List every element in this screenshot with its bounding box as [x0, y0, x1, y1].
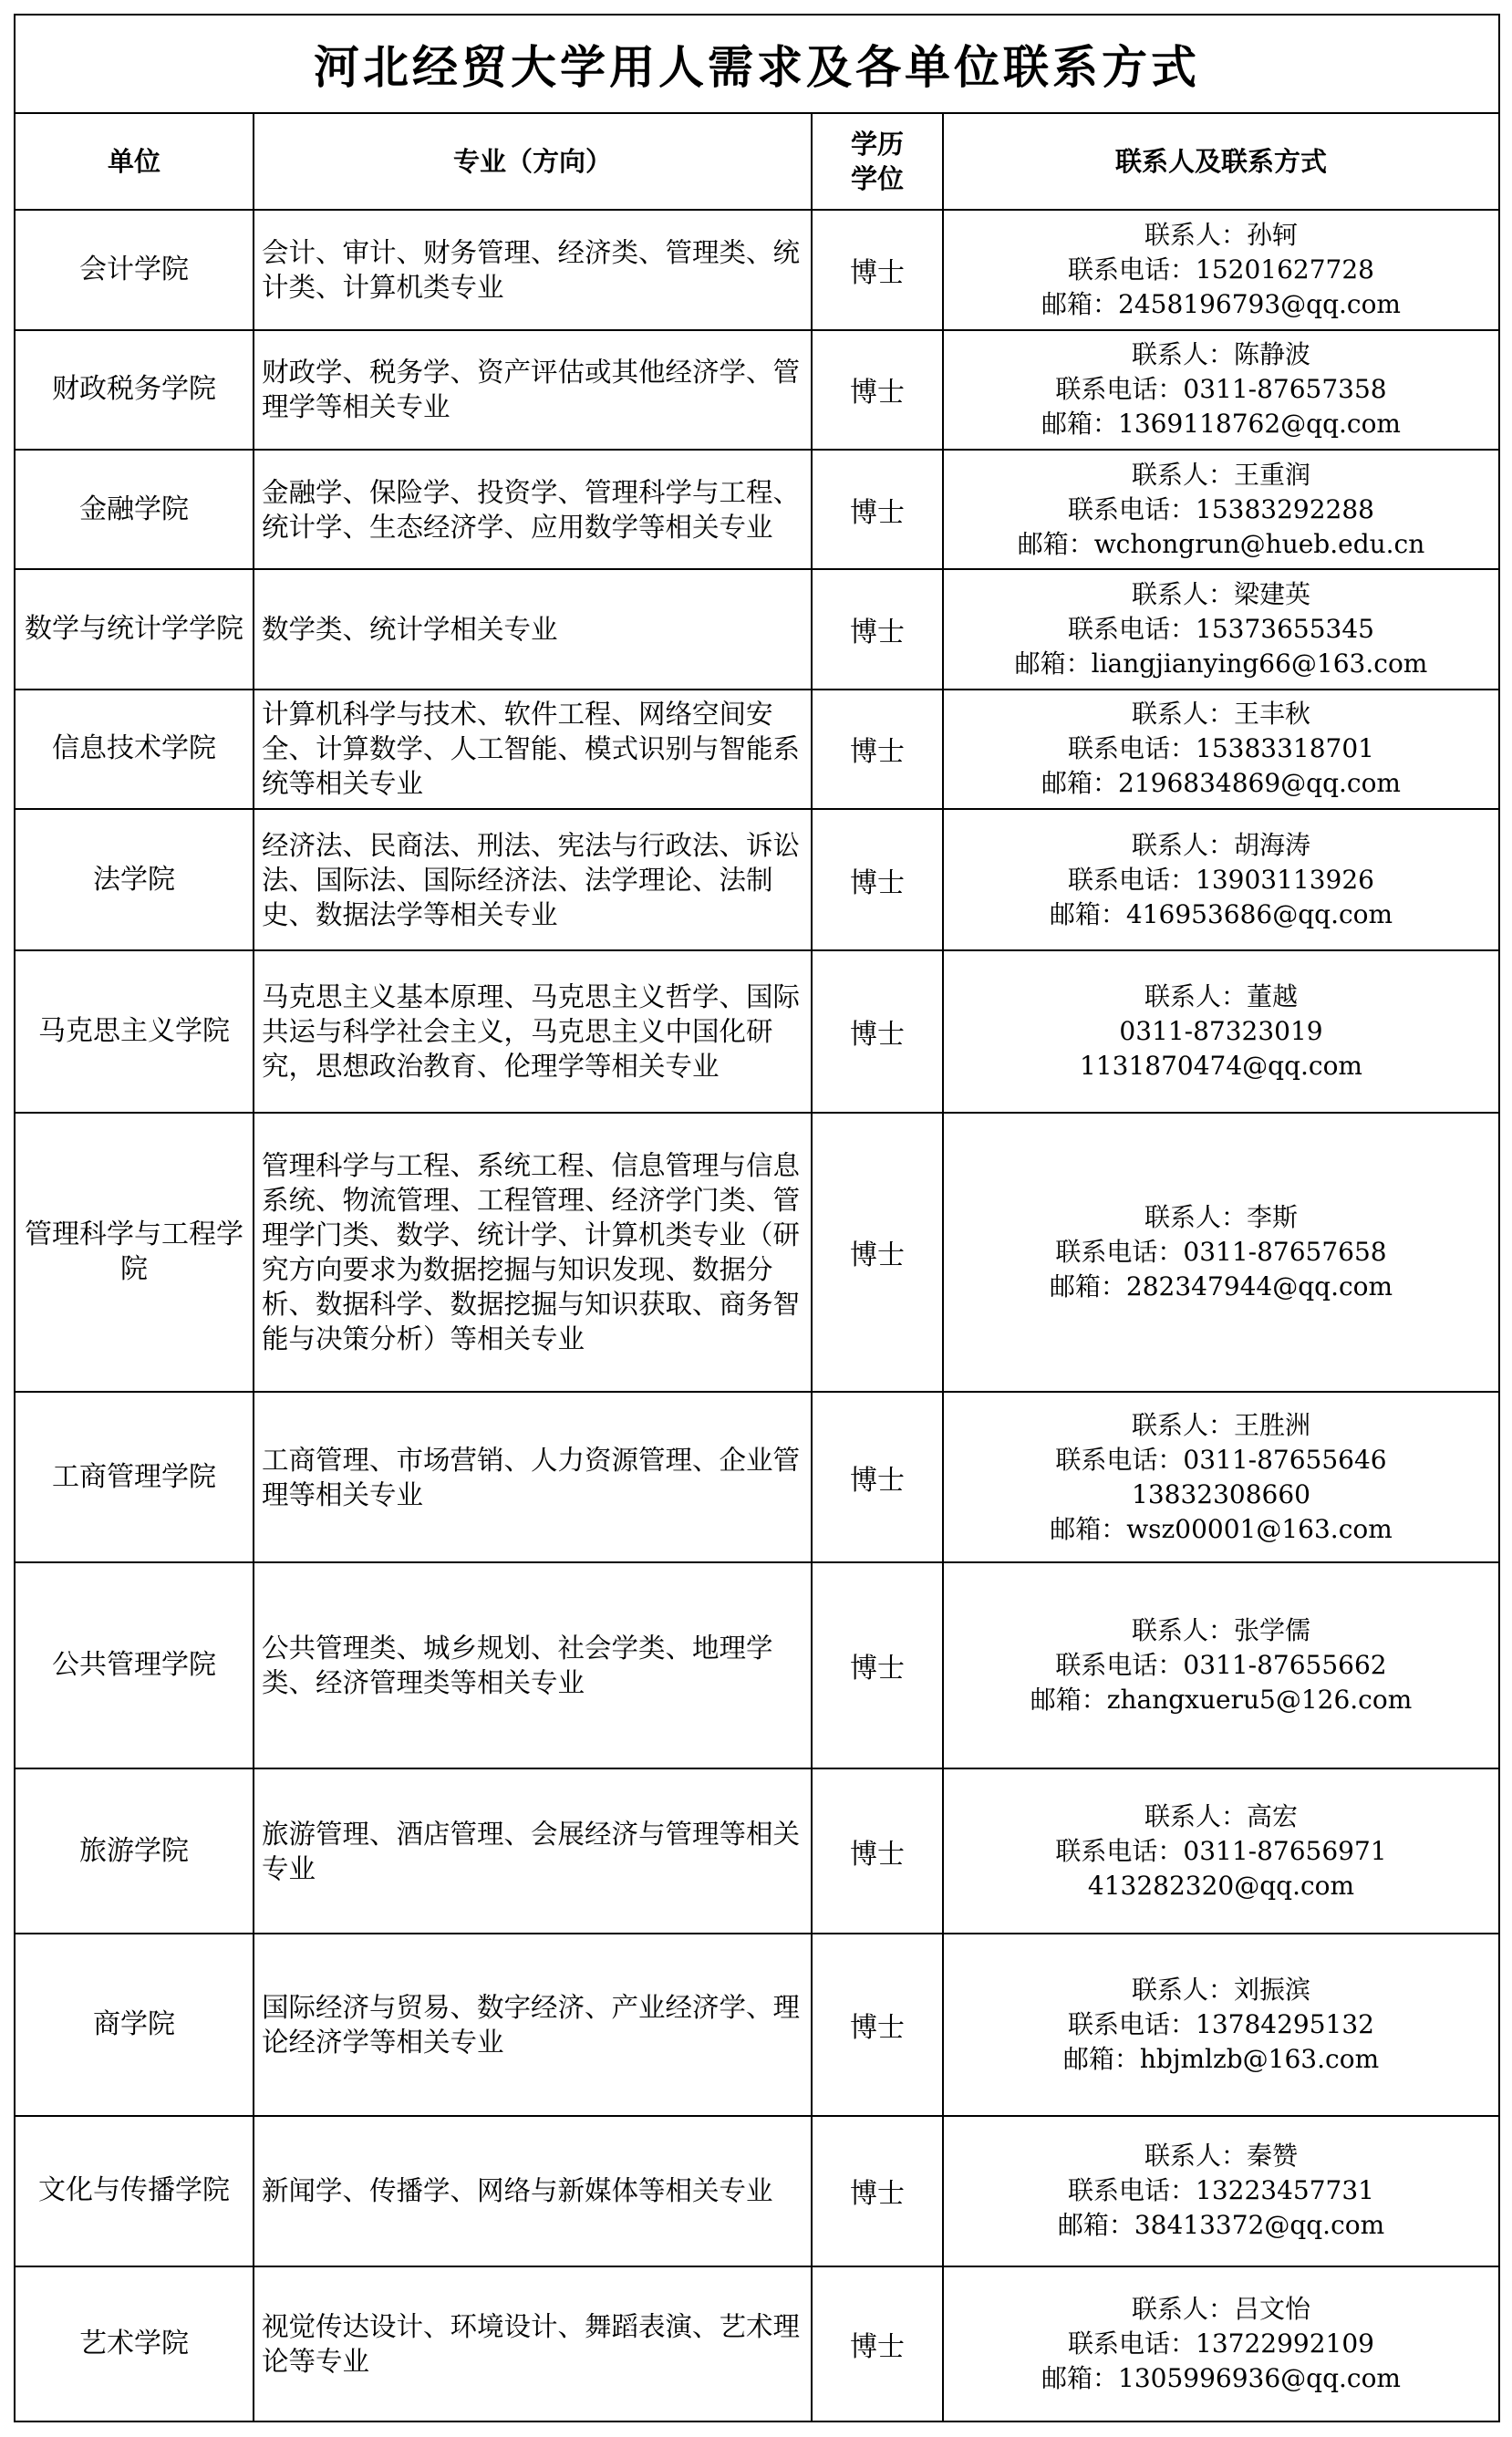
page-title: 河北经贸大学用人需求及各单位联系方式: [15, 15, 1499, 113]
table-row: [15, 1934, 1499, 2116]
contact-line: 联系人：陈静波: [1131, 339, 1310, 370]
contact-line: 0311-87323019: [1119, 1015, 1323, 1046]
degree-cell: 博士: [812, 1768, 943, 1933]
contact-line: 邮箱：282347944@qq.com: [1049, 1271, 1393, 1302]
table-row: [15, 1562, 1499, 1769]
degree-cell: 博士: [812, 1934, 943, 2116]
contact-line: 联系电话：0311-87656971: [1055, 1835, 1387, 1866]
major-cell: 数学类、统计学相关专业: [254, 569, 812, 689]
major-cell: 计算机科学与技术、软件工程、网络空间安全、计算数学、人工智能、模式识别与智能系统等相关专业: [254, 690, 812, 809]
unit-cell: 马克思主义学院: [15, 950, 254, 1112]
contact-line: 联系人：张学儒: [1131, 1615, 1310, 1646]
major-cell: 财政学、税务学、资产评估或其他经济学、管理学等相关专业: [254, 330, 812, 450]
contact-line: 联系电话：13223457731: [1068, 2175, 1374, 2206]
unit-cell: 信息技术学院: [15, 690, 254, 809]
contact-line: 联系电话：15373655345: [1068, 614, 1374, 644]
degree-cell: 博士: [812, 450, 943, 569]
unit-cell: 公共管理学院: [15, 1562, 254, 1769]
contact-line: 邮箱：1305996936@qq.com: [1041, 2362, 1401, 2393]
contact-line: 联系电话：0311-87657358: [1055, 374, 1387, 405]
unit-cell: 管理科学与工程学院: [15, 1113, 254, 1393]
major-cell: 国际经济与贸易、数字经济、产业经济学、理论经济学等相关专业: [254, 1934, 812, 2116]
contact-line: 联系人：胡海涛: [1131, 829, 1310, 860]
unit-cell: 文化与传播学院: [15, 2116, 254, 2266]
contact-cell: [943, 1768, 1499, 1933]
unit-cell: 旅游学院: [15, 1768, 254, 1933]
header-degree: [812, 113, 943, 210]
table-row: [15, 210, 1499, 329]
contact-cell: [943, 1392, 1499, 1561]
table-row: [15, 1113, 1499, 1393]
table-row: [15, 950, 1499, 1112]
contact-line: 联系人：王重润: [1131, 459, 1310, 490]
degree-cell: 博士: [812, 1392, 943, 1561]
contact-line: 联系人：高宏: [1144, 1800, 1298, 1831]
contact-line: 联系电话：0311-87655646: [1055, 1444, 1387, 1475]
contact-line: 联系电话：13722992109: [1068, 2328, 1374, 2359]
major-cell: 管理科学与工程、系统工程、信息管理与信息系统、物流管理、工程管理、经济学门类、管理学门类、数学、统计学、计算机类专业（研究方向要求为数据挖掘与知识发现、数据分析、数据科学、数据挖掘与知识获取、商务智能与决策分析）等相关专业: [254, 1113, 812, 1393]
table-row: [15, 569, 1499, 689]
degree-cell: 博士: [812, 2266, 943, 2421]
table-row: [15, 2266, 1499, 2421]
contact-line: 邮箱：2458196793@qq.com: [1041, 289, 1401, 320]
contact-cell: [943, 569, 1499, 689]
unit-cell: 金融学院: [15, 450, 254, 569]
contact-line: 联系人：吕文怡: [1131, 2293, 1310, 2324]
major-cell: 马克思主义基本原理、马克思主义哲学、国际共运与科学社会主义，马克思主义中国化研究，思想政治教育、伦理学等相关专业: [254, 950, 812, 1112]
unit-cell: 法学院: [15, 809, 254, 950]
degree-cell: 博士: [812, 210, 943, 329]
contact-line: 联系电话：0311-87657658: [1055, 1237, 1387, 1268]
major-cell: 新闻学、传播学、网络与新媒体等相关专业: [254, 2116, 812, 2266]
contact-line: 联系人：董越: [1144, 980, 1298, 1011]
contact-cell: [943, 2116, 1499, 2266]
contact-line: 联系人：王胜洲: [1131, 1409, 1310, 1440]
major-cell: 工商管理、市场营销、人力资源管理、企业管理等相关专业: [254, 1392, 812, 1561]
contact-cell: [943, 210, 1499, 329]
contact-line: 邮箱：wsz00001@163.com: [1050, 1513, 1393, 1544]
contact-line: 13832308660: [1132, 1478, 1310, 1509]
contact-line: 联系人：李斯: [1144, 1202, 1298, 1233]
contact-line: 邮箱：1369118762@qq.com: [1041, 409, 1401, 440]
contact-line: 联系电话：13903113926: [1068, 864, 1374, 895]
contact-line: 联系人：刘振滨: [1131, 1974, 1310, 2005]
unit-cell: 艺术学院: [15, 2266, 254, 2421]
contact-cell: [943, 1562, 1499, 1769]
unit-cell: 工商管理学院: [15, 1392, 254, 1561]
major-cell: 会计、审计、财务管理、经济类、管理类、统计类、计算机类专业: [254, 210, 812, 329]
table-row: [15, 1392, 1499, 1561]
contact-line: 联系电话：15383318701: [1068, 733, 1374, 764]
contact-cell: [943, 1113, 1499, 1393]
contact-cell: [943, 809, 1499, 950]
degree-cell: 博士: [812, 330, 943, 450]
table-row: [15, 2116, 1499, 2266]
table-row: [15, 450, 1499, 569]
major-cell: 旅游管理、酒店管理、会展经济与管理等相关专业: [254, 1768, 812, 1933]
title-row: [15, 15, 1499, 113]
contact-line: 联系人：梁建英: [1131, 579, 1310, 609]
contact-line: 1131870474@qq.com: [1080, 1050, 1362, 1081]
contact-line: 联系电话：15383292288: [1068, 493, 1374, 524]
contact-cell: [943, 950, 1499, 1112]
unit-cell: 会计学院: [15, 210, 254, 329]
unit-cell: 财政税务学院: [15, 330, 254, 450]
major-cell: 视觉传达设计、环境设计、舞蹈表演、艺术理论等专业: [254, 2266, 812, 2421]
recruitment-table: [14, 14, 1500, 2422]
header-contact: 联系人及联系方式: [943, 113, 1499, 210]
contact-line: 联系人：王丰秋: [1131, 699, 1310, 730]
degree-cell: 博士: [812, 809, 943, 950]
contact-line: 联系电话：0311-87655662: [1055, 1650, 1387, 1681]
major-cell: 金融学、保险学、投资学、管理科学与工程、统计学、生态经济学、应用数学等相关专业: [254, 450, 812, 569]
contact-line: 邮箱：wchongrun@hueb.edu.cn: [1017, 528, 1425, 559]
table-row: [15, 1768, 1499, 1933]
contact-cell: [943, 2266, 1499, 2421]
contact-line: 联系电话：13784295132: [1068, 2008, 1374, 2039]
contact-line: 联系电话：15201627728: [1068, 254, 1374, 285]
contact-cell: [943, 330, 1499, 450]
contact-line: 413282320@qq.com: [1087, 1870, 1355, 1901]
header-degree-line1: 学历: [850, 129, 904, 161]
contact-line: 邮箱：hbjmlzb@163.com: [1062, 2043, 1380, 2074]
header-major: 专业（方向）: [254, 113, 812, 210]
major-cell: 经济法、民商法、刑法、宪法与行政法、诉讼法、国际法、国际经济法、法学理论、法制史、数据法学等相关专业: [254, 809, 812, 950]
contact-cell: [943, 450, 1499, 569]
contact-line: 联系人：秦赞: [1144, 2141, 1298, 2172]
unit-cell: 数学与统计学学院: [15, 569, 254, 689]
table-row: [15, 690, 1499, 809]
major-cell: 公共管理类、城乡规划、社会学类、地理学类、经济管理类等相关专业: [254, 1562, 812, 1769]
contact-line: 邮箱：416953686@qq.com: [1049, 898, 1393, 929]
unit-cell: 商学院: [15, 1934, 254, 2116]
degree-cell: 博士: [812, 1562, 943, 1769]
table-row: [15, 809, 1499, 950]
degree-cell: 博士: [812, 569, 943, 689]
degree-cell: 博士: [812, 1113, 943, 1393]
contact-cell: [943, 690, 1499, 809]
header-degree-line2: 学位: [850, 163, 904, 195]
contact-line: 邮箱：38413372@qq.com: [1057, 2210, 1385, 2241]
header-unit: 单位: [15, 113, 254, 210]
contact-cell: [943, 1934, 1499, 2116]
degree-cell: 博士: [812, 690, 943, 809]
contact-line: 邮箱：2196834869@qq.com: [1041, 768, 1401, 799]
contact-line: 邮箱：zhangxueru5@126.com: [1030, 1685, 1413, 1716]
contact-line: 邮箱：liangjianying66@163.com: [1014, 648, 1428, 679]
degree-cell: 博士: [812, 2116, 943, 2266]
table-row: [15, 330, 1499, 450]
degree-cell: 博士: [812, 950, 943, 1112]
contact-line: 联系人：孙轲: [1144, 220, 1298, 251]
header-row: [15, 113, 1499, 210]
